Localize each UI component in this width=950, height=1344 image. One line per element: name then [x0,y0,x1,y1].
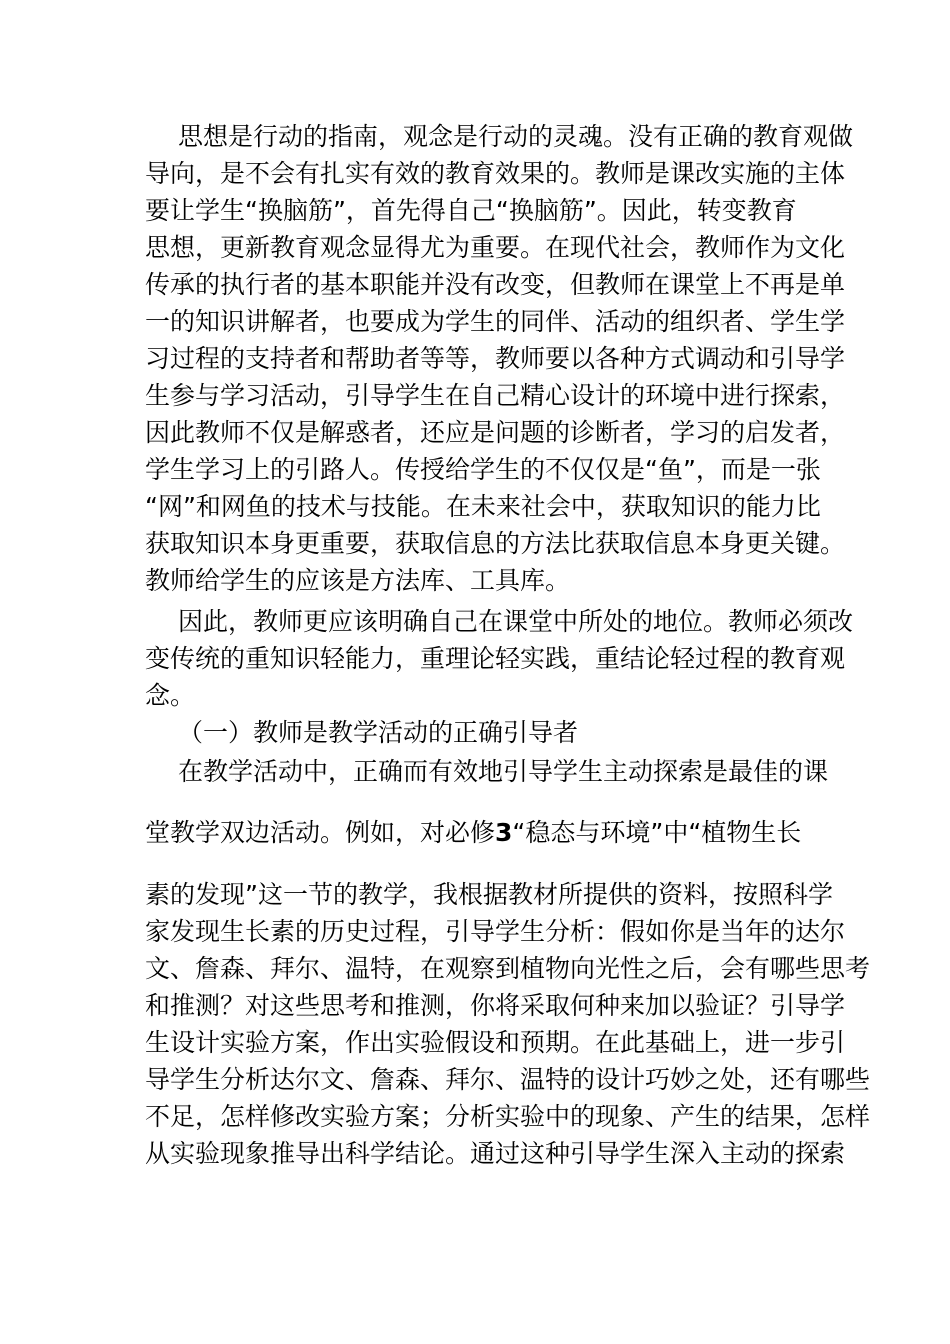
paragraph-3-line-5: 文、詹森、拜尔、温特，在观察到植物向光性之后，会有哪些思考 [145,954,871,983]
paragraph-3-line-3: 素的发现”这一节的教学，我根据教材所提供的资料，按照科学 [145,880,833,909]
paragraph-1-line-6: 一的知识讲解者，也要成为学生的同伴、活动的组织者、学生学 [145,307,846,336]
paragraph-1-line-4: 思想，更新教育观念显得尤为重要。在现代社会，教师作为文化 [145,233,846,262]
paragraph-1-line-11: “网”和网鱼的技术与技能。在未来社会中，获取知识的能力比 [145,492,821,521]
paragraph-3-line-1: 在教学活动中，正确而有效地引导学生主动探索是最佳的课 [178,757,829,786]
section-heading: （一）教师是教学活动的正确引导者 [178,718,579,747]
paragraph-3-line-6: 和推测？对这些思考和推测，你将采取何种来加以验证？引导学 [145,991,846,1020]
paragraph-3-line-10: 从实验现象推导出科学结论。通过这种引导学生深入主动的探索 [145,1139,846,1168]
paragraph-3-line-4: 家发现生长素的历史过程，引导学生分析：假如你是当年的达尔 [145,917,846,946]
paragraph-1-line-10: 学生学习上的引路人。传授给学生的不仅仅是“鱼”，而是一张 [145,455,821,484]
paragraph-1-line-8: 生参与学习活动，引导学生在自己精心设计的环境中进行探索， [145,381,846,410]
paragraph-1-line-7: 习过程的支持者和帮助者等等，教师要以各种方式调动和引导学 [145,344,846,373]
paragraph-1-line-13: 教师给学生的应该是方法库、工具库。 [145,566,571,595]
paragraph-3-line-8: 导学生分析达尔文、詹森、拜尔、温特的设计巧妙之处，还有哪些 [145,1065,871,1094]
paragraph-3-line-2-part-b: “稳态与环境”中“植物生长 [512,818,802,847]
paragraph-2-line-2: 变传统的重知识轻能力，重理论轻实践，重结论轻过程的教育观 [145,644,846,673]
paragraph-3-line-2-number: 3 [495,818,513,847]
paragraph-1-line-2: 导向，是不会有扎实有效的教育效果的。教师是课改实施的主体 [145,159,846,188]
paragraph-2-line-3: 念。 [145,681,196,710]
paragraph-2-line-1: 因此，教师更应该明确自己在课堂中所处的地位。教师必须改 [178,607,854,636]
paragraph-3-line-2 [145,816,801,850]
paragraph-3-line-7: 生设计实验方案，作出实验假设和预期。在此基础上，进一步引 [145,1028,846,1057]
paragraph-1-line-1: 思想是行动的指南，观念是行动的灵魂。没有正确的教育观做 [178,122,854,151]
paragraph-1-line-9: 因此教师不仅是解惑者，还应是问题的诊断者，学习的启发者， [145,418,846,447]
paragraph-3-line-2-part-a: 堂教学双边活动。例如，对必修 [145,818,496,847]
paragraph-1-line-3: 要让学生“换脑筋”，首先得自己“换脑筋”。因此，转变教育 [145,196,797,225]
paragraph-1-line-12: 获取知识本身更重要，获取信息的方法比获取信息本身更关键。 [145,529,846,558]
paragraph-3-line-9: 不足，怎样修改实验方案；分析实验中的现象、产生的结果，怎样 [145,1102,871,1131]
paragraph-1-line-5: 传承的执行者的基本职能并没有改变，但教师在课堂上不再是单 [145,270,846,299]
